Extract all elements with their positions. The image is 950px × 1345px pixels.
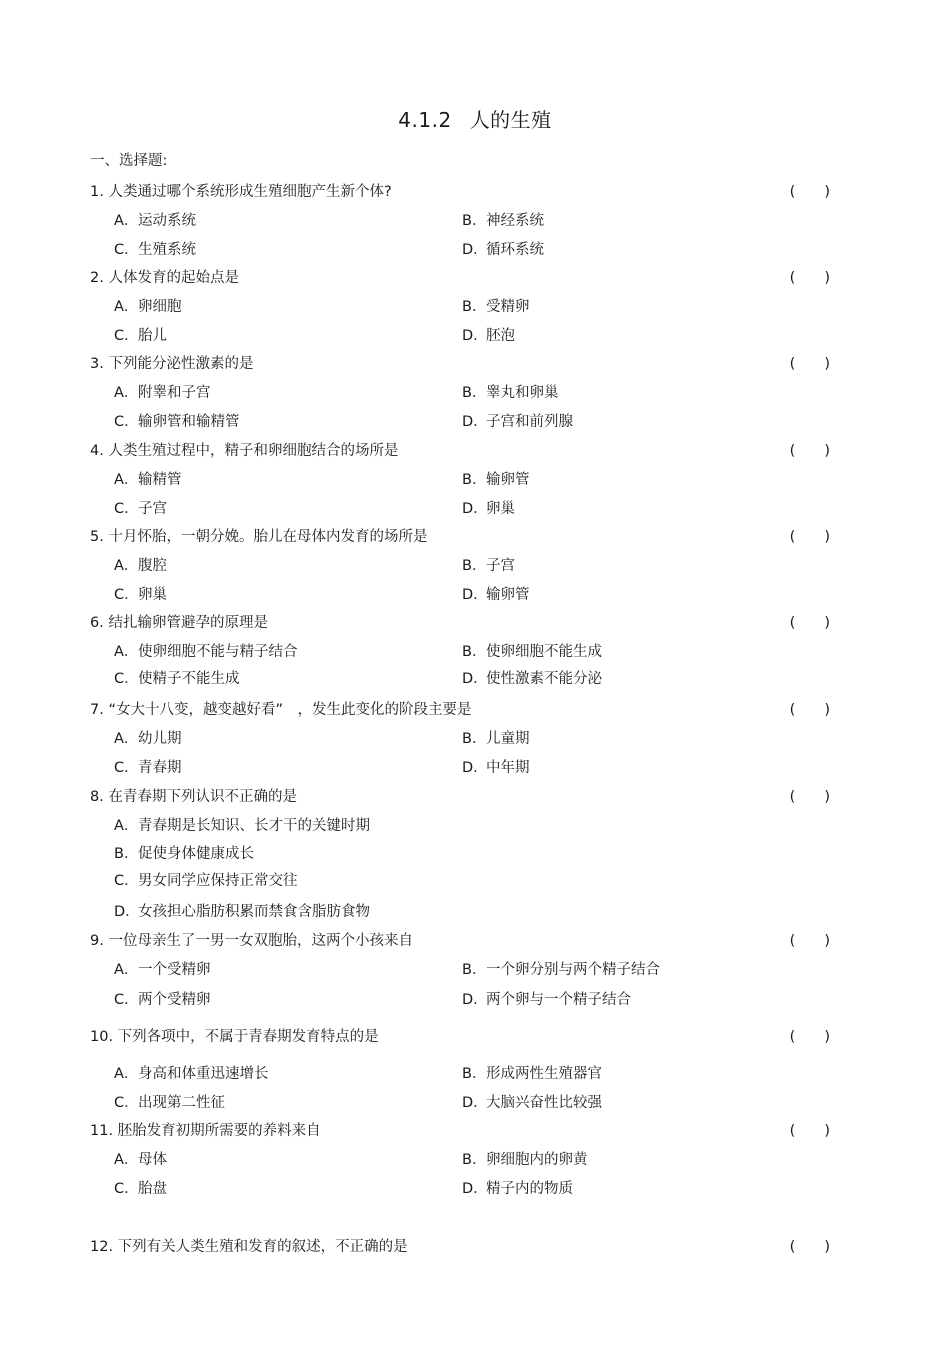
answer-blank: ( ) bbox=[789, 1123, 830, 1139]
option: D．胚泡 bbox=[462, 328, 515, 344]
answer-blank: ( ) bbox=[789, 1029, 830, 1045]
answer-blank: ( ) bbox=[789, 1239, 830, 1255]
option: B．使卵细胞不能生成 bbox=[462, 644, 602, 660]
option: A．使卵细胞不能与精子结合 bbox=[114, 644, 298, 660]
answer-blank: ( ) bbox=[789, 356, 830, 372]
section-heading: 一、选择题: bbox=[90, 153, 168, 169]
option: A．青春期是长知识、长才干的关键时期 bbox=[114, 818, 370, 834]
answer-blank: ( ) bbox=[789, 615, 830, 631]
option: D．两个卵与一个精子结合 bbox=[462, 992, 631, 1008]
option: C．两个受精卵 bbox=[114, 992, 211, 1008]
option: B．一个卵分别与两个精子结合 bbox=[462, 962, 660, 978]
option: D．子宫和前列腺 bbox=[462, 414, 573, 430]
answer-blank: ( ) bbox=[789, 933, 830, 949]
option: D．大脑兴奋性比较强 bbox=[462, 1095, 602, 1111]
title-number: 4.1.2 bbox=[398, 108, 452, 132]
answer-blank: ( ) bbox=[789, 443, 830, 459]
option: C．生殖系统 bbox=[114, 242, 196, 258]
answer-blank: ( ) bbox=[789, 702, 830, 718]
option: A．卵细胞 bbox=[114, 299, 182, 315]
option: C．子宫 bbox=[114, 501, 167, 517]
option: D．卵巢 bbox=[462, 501, 515, 517]
option: C．出现第二性征 bbox=[114, 1095, 225, 1111]
option: B．促使身体健康成长 bbox=[114, 846, 254, 862]
option: C．胎儿 bbox=[114, 328, 167, 344]
option: A．附睾和子宫 bbox=[114, 385, 211, 401]
option: B．儿童期 bbox=[462, 731, 530, 747]
option: D．循环系统 bbox=[462, 242, 544, 258]
option: D．使性激素不能分泌 bbox=[462, 671, 602, 687]
option: D．女孩担心脂肪积累而禁食含脂肪食物 bbox=[114, 904, 370, 920]
option: A．腹腔 bbox=[114, 558, 167, 574]
option: A．一个受精卵 bbox=[114, 962, 211, 978]
option: A．母体 bbox=[114, 1152, 167, 1168]
option: B．睾丸和卵巢 bbox=[462, 385, 559, 401]
option: A．运动系统 bbox=[114, 213, 196, 229]
document-page: 4.1.2 人的生殖 一、选择题: 1. 人类通过哪个系统形成生殖细胞产生新个体? ( ) A．运动系统 B．神经系统 C．生殖系统 D．循环系统 2. 人体发育的起始点是 ( ) A．卵细胞 B．受精卵 C．胎儿 D．胚泡 3. 下列能分泌性激素的是 ( ) A．附睾和子宫 B．睾丸和卵巢 C．输卵管和输精管 D．子宫和前列腺 4. 人类生殖过程中，精子和卵细胞结合的场所是 ( ) A．输精管 B．输卵管 C．子宫 D．卵巢 5. 十月怀胎，一朝分娩。胎儿在母体内发育的场所是 ( ) A．腹腔 B．子宫 C．卵巢 D．输卵管 6. 结扎输卵管避孕的原理是 ( ) A．使卵细胞不能与精子结合 B．使卵细胞不能生成 C．使精子不能生成 D．使性激素不能分泌 7. “女大十八变，越变越好看” ，发生此变化的阶段主要是 ( ) A．幼儿期 B．儿童期 C．青春期 D．中年期 8. 在青春期下列认识不正确的是 ( ) A．青春期是长知识、长才干的关键时期 B．促使身体健康成长 C．男女同学应保持正常交往 D．女孩担心脂肪积累而禁食含脂肪食物 9. 一位母亲生了一男一女双胞胎，这两个小孩来自 ( ) A．一个受精卵 B．一个卵分别与两个精子结合 C．两个受精卵 D．两个卵与一个精子结合 10. 下列各项中，不属于青春期发育特点的是 ( ) A．身高和体重迅速增长 B．形成两性生殖器官 C．出现第二性征 D．大脑兴奋性比较强 11. 胚胎发育初期所需要的养料来自 ( ) A．母体 B．卵细胞内的卵黄 C．胎盘 D．精子内的物质 12. 下列有关人类生殖和发育的叙述，不正确的是 ( ) bbox=[0, 0, 950, 1345]
answer-blank: ( ) bbox=[789, 270, 830, 286]
option: B．卵细胞内的卵黄 bbox=[462, 1152, 588, 1168]
answer-blank: ( ) bbox=[789, 529, 830, 545]
option: C．青春期 bbox=[114, 760, 182, 776]
option: B．形成两性生殖器官 bbox=[462, 1066, 602, 1082]
option: C．男女同学应保持正常交往 bbox=[114, 873, 298, 889]
option: D．中年期 bbox=[462, 760, 530, 776]
option: A．输精管 bbox=[114, 472, 182, 488]
option: C．卵巢 bbox=[114, 587, 167, 603]
option: C．胎盘 bbox=[114, 1181, 167, 1197]
option: B．输卵管 bbox=[462, 472, 530, 488]
option: A．幼儿期 bbox=[114, 731, 182, 747]
option: D．输卵管 bbox=[462, 587, 530, 603]
answer-blank: ( ) bbox=[789, 184, 830, 200]
title-text: 人的生殖 bbox=[469, 108, 552, 132]
option: D．精子内的物质 bbox=[462, 1181, 573, 1197]
answer-blank: ( ) bbox=[789, 789, 830, 805]
option: B．受精卵 bbox=[462, 299, 530, 315]
page-title bbox=[0, 104, 950, 133]
option: B．神经系统 bbox=[462, 213, 544, 229]
option: B．子宫 bbox=[462, 558, 515, 574]
option: A．身高和体重迅速增长 bbox=[114, 1066, 269, 1082]
option: C．输卵管和输精管 bbox=[114, 414, 240, 430]
option: C．使精子不能生成 bbox=[114, 671, 240, 687]
